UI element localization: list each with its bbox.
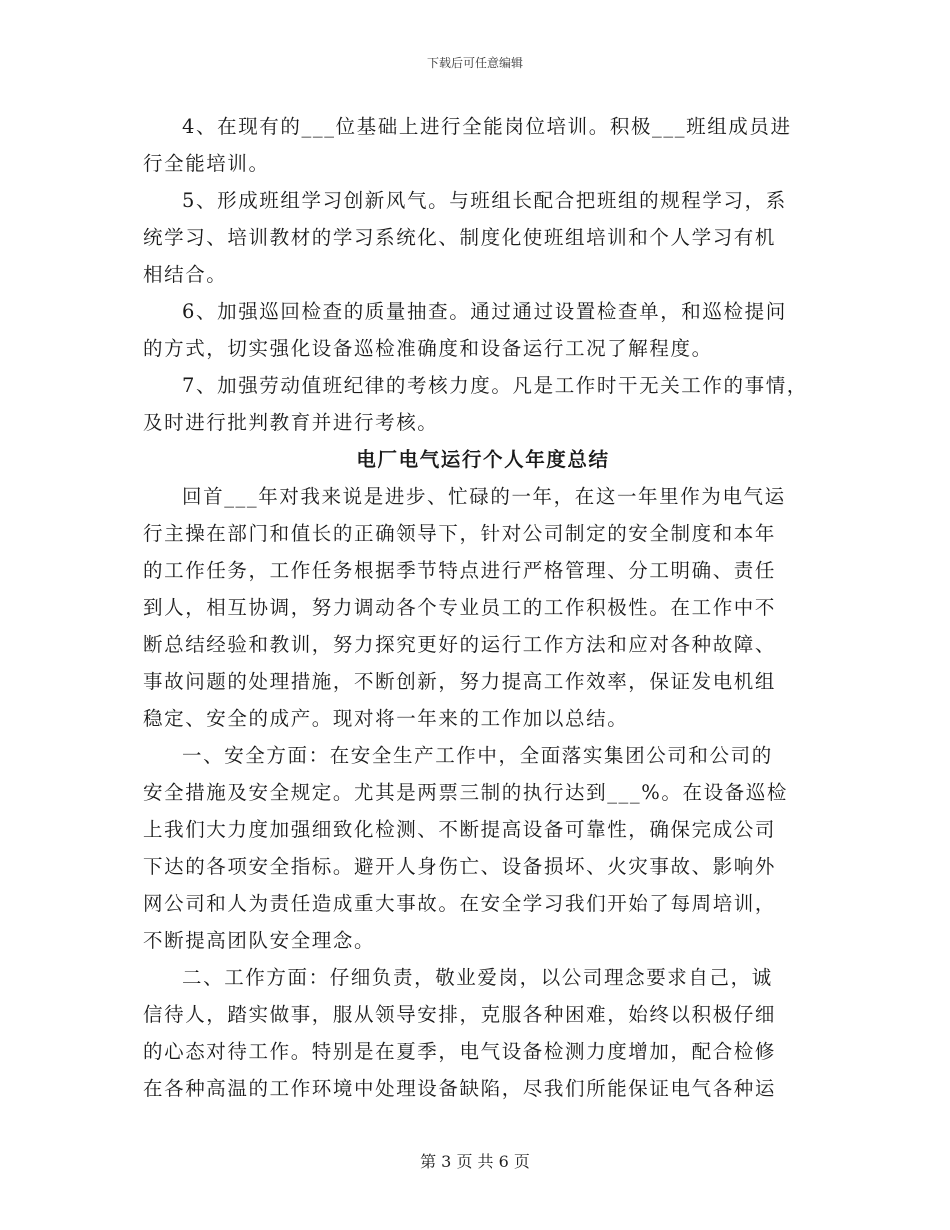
paragraph-line: 的方式，切实强化设备巡检准确度和设备运行工况了解程度。 <box>143 337 713 360</box>
paragraph-line: 的工作任务，工作任务根据季节特点进行严格管理、分工明确、责任 <box>143 559 777 582</box>
paragraph-line: 4、在现有的___位基础上进行全能岗位培训。积极___班组成员进 <box>182 115 792 138</box>
paragraph <box>143 108 823 182</box>
paragraph <box>143 478 823 737</box>
paragraph-line: 网公司和人为责任造成重大事故。在安全学习我们开始了每周培训， <box>143 892 777 915</box>
paragraph-line: 断总结经验和教训，努力探究更好的运行工作方法和应对各种故障、 <box>143 633 777 656</box>
paragraph-line: 安全措施及安全规定。尤其是两票三制的执行达到___%。在设备巡检 <box>143 781 788 804</box>
paragraph-line: 6、加强巡回检查的质量抽查。通过通过设置检查单，和巡检提问 <box>182 300 787 323</box>
paragraph-line: 回首___年对我来说是进步、忙碌的一年，在这一年里作为电气运 <box>182 485 786 508</box>
paragraph-line: 信待人，踏实做事，服从领导安排，克服各种困难，始终以积极仔细 <box>143 1003 777 1026</box>
paragraph-line: 到人，相互协调，努力调动各个专业员工的工作积极性。在工作中不 <box>143 596 777 619</box>
paragraph-line: 行主操在部门和值长的正确领导下，针对公司制定的安全制度和本年 <box>143 522 777 545</box>
paragraph <box>143 737 823 959</box>
paragraph-group-top <box>143 108 823 441</box>
paragraph-line: 事故问题的处理措施，不断创新，努力提高工作效率，保证发电机组 <box>143 670 777 693</box>
paragraph-line: 及时进行批判教育并进行考核。 <box>143 411 439 434</box>
paragraph-line: 上我们大力度加强细致化检测、不断提高设备可靠性，确保完成公司 <box>143 818 777 841</box>
paragraph-line: 稳定、安全的成产。现对将一年来的工作加以总结。 <box>143 707 629 730</box>
paragraph-line: 不断提高团队安全理念。 <box>143 929 376 952</box>
paragraph-line: 二、工作方面：仔细负责，敬业爱岗，以公司理念要求自己，诚 <box>182 966 773 989</box>
paragraph <box>143 959 823 1107</box>
paragraph-line: 一、安全方面：在安全生产工作中，全面落实集团公司和公司的 <box>182 744 773 767</box>
paragraph-group-bottom <box>143 478 823 1107</box>
paragraph-line: 7、加强劳动值班纪律的考核力度。凡是工作时干无关工作的事情， <box>182 374 808 397</box>
paragraph <box>143 182 823 293</box>
paragraph-line: 下达的各项安全指标。避开人身伤亡、设备损坏、火灾事故、影响外 <box>143 855 777 878</box>
paragraph-line: 统学习、培训教材的学习系统化、制度化使班组培训和个人学习有机 <box>143 226 777 249</box>
page-footer: 第 3 页 共 6 页 <box>420 1152 530 1171</box>
paragraph-line: 的心态对待工作。特别是在夏季，电气设备检测力度增加，配合检修 <box>143 1040 777 1063</box>
paragraph-line: 在各种高温的工作环境中处理设备缺陷，尽我们所能保证电气各种运 <box>143 1077 777 1100</box>
paragraph <box>143 293 823 367</box>
paragraph-line: 5、形成班组学习创新风气。与班组长配合把班组的规程学习，系 <box>182 189 787 212</box>
section-title: 电厂电气运行个人年度总结 <box>356 448 610 471</box>
header-note: 下载后可任意编辑 <box>426 56 523 70</box>
paragraph-line: 相结合。 <box>143 263 228 286</box>
document-body <box>143 108 823 1107</box>
paragraph <box>143 367 823 441</box>
paragraph-line: 行全能培训。 <box>143 152 270 175</box>
